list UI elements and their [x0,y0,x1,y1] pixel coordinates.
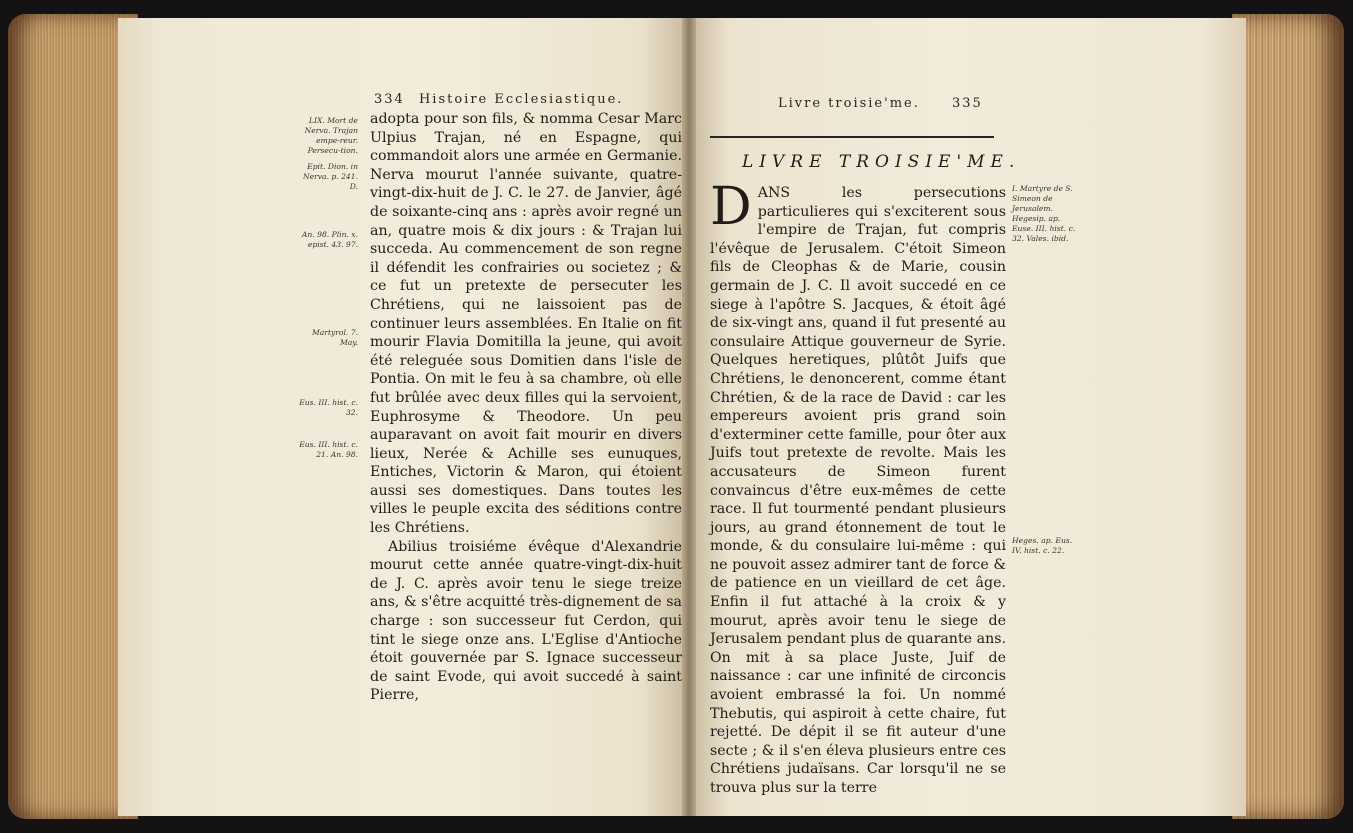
header-rule [710,136,994,138]
drop-cap: D [710,177,752,237]
chapter-title: LIVRE TROISIE'ME. [742,152,1021,172]
page-number: 334 [374,92,405,107]
margin-note: Eus. III. hist. c. 21. An. 98. [299,440,358,459]
left-page-body [370,110,682,705]
running-head-title: Histoire Ecclesiastique. [418,92,624,107]
margin-note: Epit. Dion. in Nerva. p. 241. D. [302,162,358,191]
running-head-title: Livre troisie'me. [778,96,920,111]
right-page-header [778,96,983,111]
paragraph-text: ANS les persecutions particulieres qui s'exciterent sous l'empire de Trajan, fut compris l'évêque de Jerusalem. C'étoit Simeon fils de Cleophas & de Marie, cousin germain de J. C. Il avoit succedé en ce siege à l'apôtre S. Jacques, & étoit âgé de six-vingt ans, quand il fut presenté au consulaire Attique gouverneur de Syrie. Quelques heretiques, plûtôt Juifs que Chrétiens, le denoncerent, comme étant Chrétien, & de la race de David : car les empereurs avoient pris grand soin d'exterminer cette famille, pour ôter aux Juifs tout pretexte de revolte. Mais les accusateurs de Simeon furent convaincus d'être eux-mêmes de cette race. Il fut tourmenté pendant plusieurs jours, au grand étonnement de tout le monde, & du consulaire lui-même : qui ne pouvoit assez admirer tant de force & de patience en un vieillard de cet âge. Enfin il fut attaché à la croix & y mourut, après avoir tenu le siege de Jerusalem pendant plus de quarante ans. On mit à sa place Juste, Juif de naissance : car une infinité de circoncis avoient embrassé la foi. Un nommé Thebutis, qui aspiroit à cette chaire, fut rejetté. De dépit il se fit auteur d'une secte ; & il s'en éleva plusieurs entre ces Chrétiens judaïsans. Car lorsqu'il ne se trouva plus sur la terre [710,185,1006,796]
margin-note: Eus. III. hist. c. 32. [299,398,358,417]
margin-note: LIX. Mort de Nerva. Trajan empe-reur. Persecu-tion. [304,116,358,155]
margin-note: Martyrol. 7. May. [312,328,358,347]
paragraph: Abilius troisiéme évêque d'Alexandrie mourut cette année quatre-vingt-dix-huit de J. C. après avoir tenu le siege treize ans, & s'être acquitté très-dignement de sa charge : son successeur fut Cerdon, qui tint le siege onze ans. L'Eglise d'Antioche étoit gouvernée par S. Ignace successeur de saint Evode, qui avoit succedé à saint Pierre, [370,538,682,704]
margin-note: Heges. ap. Eus. IV. hist. c. 22. [1012,536,1073,555]
paragraph [710,177,1006,798]
right-page-edges [1232,14,1344,819]
left-page-header [374,92,623,107]
book-gutter [682,18,696,816]
paragraph: adopta pour son fils, & nomma Cesar Marc Ulpius Trajan, né en Espagne, qui commandoit alors une armée en Germanie. Nerva mourut l'année suivante, quatre-vingt-dix-huit de J. C. le 27. de Janvier, âgé de soixante-cinq ans : après avoir regné un an, quatre mois & dix jours : & Trajan lui succeda. Au commencement de son regne il défendit les confrairies ou societez ; & ce fut un pretexte de persecuter les Chrétiens, qui ne laissoient pas de continuer leurs assemblées. En Italie on fit mourir Flavia Domitilla la jeune, qui avoit été releguée sous Domitien dans l'isle de Pontia. On mit le feu à sa chambre, où elle fut brûlée avec deux filles qui la servoient, Euphrosyme & Theodore. Un peu auparavant on avoit fait mourir en divers lieux, Nerée & Achille ses eunuques, Entiches, Victorin & Maron, qui étoient aussi ses domestiques. Dans toutes les villes le peuple excita des séditions contre les Chrétiens. [370,111,682,537]
right-page-body [710,177,1006,798]
page-number: 335 [952,96,983,111]
margin-note: An. 98. Plin. x. epist. 43. 97. [301,230,358,249]
margin-note: I. Martyre de S. Simeon de Jerusalem. Hegesip. ap. Euse. III. hist. c. 32. Vales. ibid. [1012,184,1076,243]
